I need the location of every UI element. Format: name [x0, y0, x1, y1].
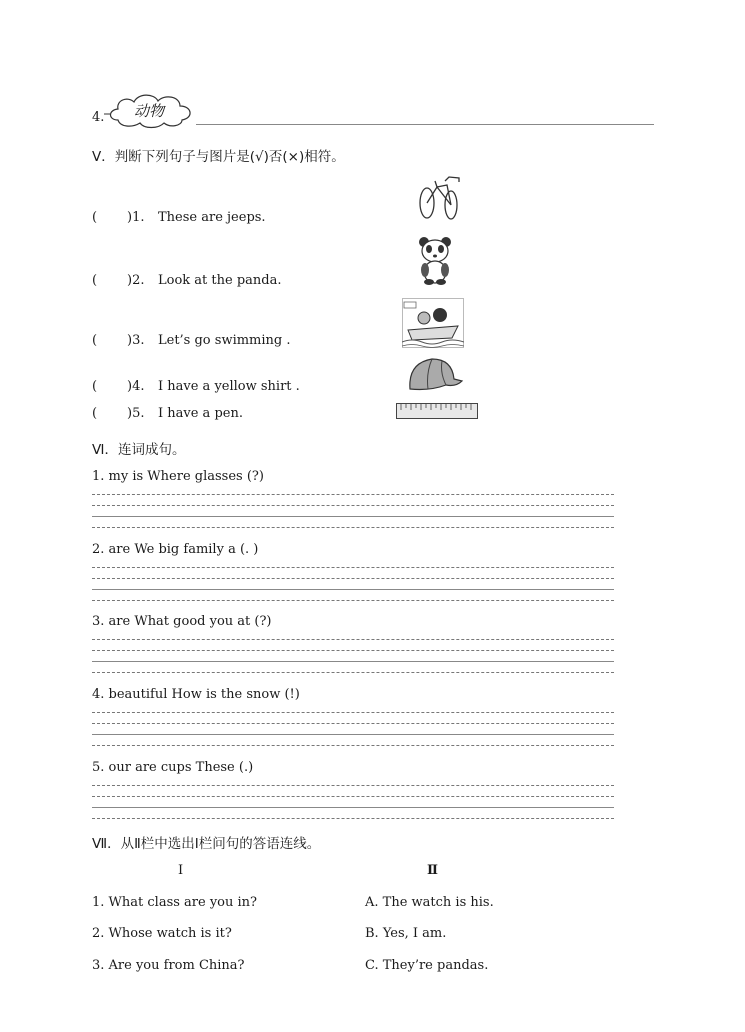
writing-line[interactable] — [92, 712, 614, 713]
writing-line[interactable] — [92, 494, 614, 495]
match-answer-c[interactable]: C. They’re pandas. — [365, 958, 489, 973]
section-5-heading: V．判断下列句子与图片是(√)否(×)相符。 — [92, 149, 345, 165]
item-number-2: )2. — [127, 273, 145, 288]
ruler-picture — [396, 403, 478, 419]
writing-line[interactable] — [92, 672, 614, 673]
match-question-2[interactable]: 2. Whose watch is it? — [92, 926, 232, 941]
item-number-5: )5. — [127, 406, 145, 421]
writing-line[interactable] — [92, 745, 614, 746]
answer-paren-2[interactable]: ( — [92, 273, 98, 288]
answer-paren-5[interactable]: ( — [92, 406, 98, 421]
writing-line[interactable] — [92, 807, 614, 808]
answer-line — [196, 124, 654, 125]
match-answer-a[interactable]: A. The watch is his. — [365, 895, 494, 910]
writing-line[interactable] — [92, 589, 614, 590]
scramble-item-4: 4. beautiful How is the snow (!) — [92, 687, 300, 702]
section-7-heading: Ⅶ．从Ⅱ栏中选出Ⅰ栏问句的答语连线。 — [92, 836, 321, 852]
bicycle-picture — [415, 173, 465, 221]
writing-line[interactable] — [92, 818, 614, 819]
writing-line[interactable] — [92, 578, 614, 579]
cap-picture — [406, 353, 464, 393]
section-6-heading: Ⅵ．连词成句。 — [92, 442, 186, 458]
cloud-label: 动物 — [134, 102, 165, 120]
item-text-4: I have a yellow shirt . — [158, 379, 300, 394]
column-1-header: I — [178, 863, 184, 878]
scramble-item-3: 3. are What good you at (?) — [92, 614, 272, 629]
match-answer-b[interactable]: B. Yes, I am. — [365, 926, 447, 941]
item-text-2: Look at the panda. — [158, 273, 282, 288]
scramble-item-1: 1. my is Where glasses (?) — [92, 469, 264, 484]
writing-line[interactable] — [92, 567, 614, 568]
answer-paren-3[interactable]: ( — [92, 333, 98, 348]
writing-line[interactable] — [92, 516, 614, 517]
writing-line[interactable] — [92, 661, 614, 662]
writing-line[interactable] — [92, 527, 614, 528]
scramble-item-2: 2. are We big family a (. ) — [92, 542, 259, 557]
writing-line[interactable] — [92, 505, 614, 506]
writing-line[interactable] — [92, 785, 614, 786]
item-text-3: Let’s go swimming . — [158, 333, 291, 348]
item-number-3: )3. — [127, 333, 145, 348]
writing-line[interactable] — [92, 734, 614, 735]
answer-paren-1[interactable]: ( — [92, 210, 98, 225]
panda-picture — [415, 234, 457, 286]
match-question-3[interactable]: 3. Are you from China? — [92, 958, 245, 973]
question-4-number: 4. — [92, 110, 105, 125]
writing-line[interactable] — [92, 796, 614, 797]
writing-line[interactable] — [92, 723, 614, 724]
item-number-1: )1. — [127, 210, 145, 225]
item-number-4: )4. — [127, 379, 145, 394]
writing-line[interactable] — [92, 639, 614, 640]
match-question-1[interactable]: 1. What class are you in? — [92, 895, 258, 910]
writing-line[interactable] — [92, 600, 614, 601]
writing-line[interactable] — [92, 650, 614, 651]
column-2-header: Ⅱ — [427, 863, 438, 878]
boat-picture — [402, 298, 464, 348]
item-text-5: I have a pen. — [158, 406, 243, 421]
scramble-item-5: 5. our are cups These (.) — [92, 760, 254, 775]
answer-paren-4[interactable]: ( — [92, 379, 98, 394]
item-text-1: These are jeeps. — [158, 210, 266, 225]
